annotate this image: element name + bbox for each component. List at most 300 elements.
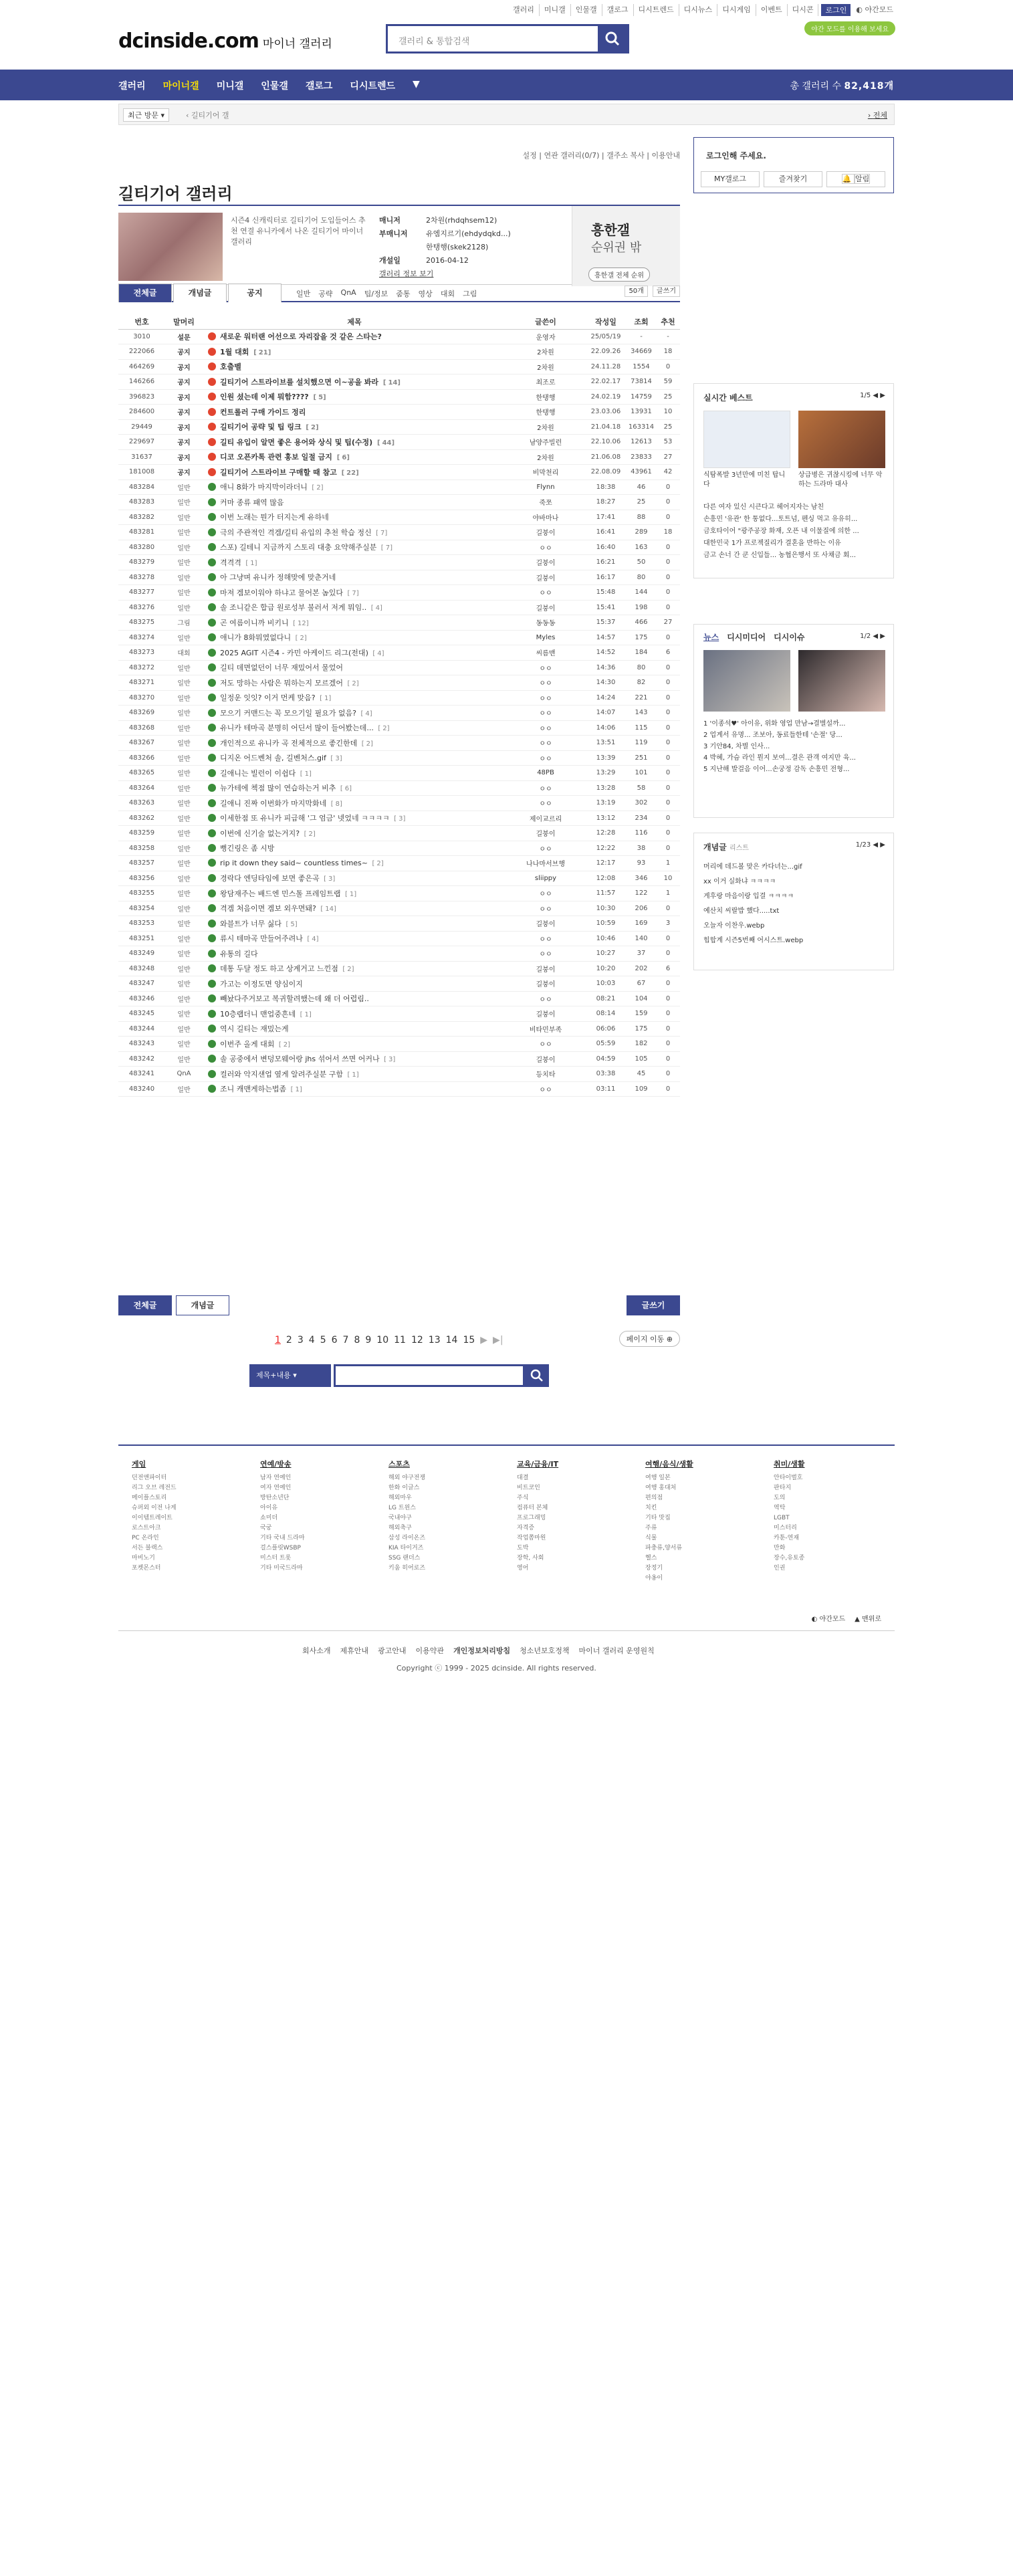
footer-column-title[interactable]: 여행/음식/생활: [645, 1460, 693, 1469]
footer-item[interactable]: 포켓몬스터: [132, 1565, 161, 1572]
comment-count[interactable]: 3: [335, 755, 340, 763]
post-title[interactable]: [203, 766, 506, 781]
table-row[interactable]: [118, 675, 680, 691]
best-pager[interactable]: 1/5 ◀ ▶: [860, 392, 885, 399]
table-row[interactable]: [118, 826, 680, 841]
post-title-text[interactable]: 디지온 어드벤처 솔, 길벤처스.gif: [220, 754, 326, 763]
list-item[interactable]: 머리에 데드볼 맞은 카다녀는...gif: [703, 863, 802, 871]
footer-item[interactable]: 이이템트레이트: [132, 1515, 173, 1521]
footer-item[interactable]: 여행 홍대처: [645, 1485, 677, 1491]
tool-settings[interactable]: 설정: [522, 151, 537, 160]
list-item[interactable]: 다른 여자 있신 시큰다고 헤어지자는 남친: [703, 504, 824, 511]
bottom-write-button[interactable]: 글쓰기: [627, 1295, 680, 1315]
head-tips[interactable]: 팁/정보: [364, 290, 388, 298]
post-writer[interactable]: 길붕이: [506, 1006, 585, 1022]
post-title-text[interactable]: 이번 노래는 뭔가 터지는게 유하네: [220, 513, 329, 522]
table-row[interactable]: [118, 585, 680, 601]
post-title[interactable]: [203, 1081, 506, 1097]
comment-count[interactable]: 1: [324, 695, 329, 703]
dark-mode-toggle[interactable]: ◐ 야간모드: [856, 5, 893, 14]
login-prompt[interactable]: 로그인해 주세요.: [706, 151, 766, 160]
post-title-text[interactable]: 길티기어 스트라이브를 설치했으면 이~공을 봐라: [220, 377, 379, 387]
post-title-text[interactable]: 뻥긴링은 좀 시방: [220, 844, 275, 853]
tab-all[interactable]: 전체글: [118, 284, 172, 302]
post-title[interactable]: [203, 1021, 506, 1037]
comment-count[interactable]: 1: [352, 1071, 356, 1079]
footer-item[interactable]: 영어: [517, 1565, 529, 1572]
post-writer[interactable]: ㅇㅇ: [506, 675, 585, 691]
post-writer[interactable]: ㅇㅇ: [506, 585, 585, 601]
tab-dcissue[interactable]: 디시이슈: [774, 633, 805, 642]
comment-count[interactable]: 14: [325, 905, 334, 914]
post-title-text[interactable]: 애니 8화가 마지막이라더니: [220, 483, 308, 492]
post-writer[interactable]: 길붕이: [506, 826, 585, 841]
post-writer[interactable]: 길붕이: [506, 916, 585, 932]
footer-link[interactable]: 이용약관: [415, 1646, 445, 1655]
footer-item[interactable]: 파충류,양서류: [645, 1545, 683, 1551]
footer-item[interactable]: 만화: [774, 1545, 786, 1551]
table-row[interactable]: [118, 374, 680, 390]
nav-person[interactable]: 인물갤: [261, 81, 288, 92]
post-writer[interactable]: ㅇㅇ: [506, 736, 585, 751]
post-title[interactable]: [203, 510, 506, 525]
board-search-input[interactable]: [334, 1364, 525, 1387]
board-search-button[interactable]: [525, 1364, 549, 1387]
table-row[interactable]: [118, 690, 680, 706]
post-writer[interactable]: 비막천리: [506, 465, 585, 480]
comment-count[interactable]: 7: [385, 544, 390, 552]
table-row[interactable]: [118, 856, 680, 871]
table-row[interactable]: [118, 419, 680, 435]
head-strategy[interactable]: 공략: [318, 290, 333, 298]
post-writer[interactable]: ㅇㅇ: [506, 540, 585, 555]
post-title[interactable]: [203, 1037, 506, 1052]
comment-count[interactable]: 44: [382, 439, 392, 447]
gnb-gallery[interactable]: 갤러리: [508, 4, 540, 16]
footer-top[interactable]: ▲ 맨위로: [855, 1616, 881, 1623]
table-row[interactable]: [118, 916, 680, 932]
post-writer[interactable]: 한탱행: [506, 389, 585, 405]
footer-item[interactable]: 안타이벌호: [774, 1475, 803, 1481]
post-writer[interactable]: ㅇㅇ: [506, 720, 585, 736]
post-writer[interactable]: 등치타: [506, 1067, 585, 1082]
post-writer[interactable]: ㅇㅇ: [506, 796, 585, 811]
footer-item[interactable]: 식물: [645, 1535, 657, 1541]
news-thumb-1[interactable]: [703, 650, 790, 712]
table-row[interactable]: [118, 479, 680, 495]
post-title[interactable]: [203, 706, 506, 721]
page-9[interactable]: 9: [365, 1335, 372, 1346]
head-general[interactable]: 일반: [296, 290, 311, 298]
post-title-text[interactable]: 새로운 워터랜 어선으로 자리잡을 것 같은 스타는?: [220, 332, 382, 342]
comment-count[interactable]: 2: [316, 484, 321, 492]
post-title-text[interactable]: 뉴가테에 첵점 많이 연습하는거 비추: [220, 784, 336, 793]
post-writer[interactable]: ㅇㅇ: [506, 750, 585, 766]
footer-item[interactable]: 주류: [645, 1525, 657, 1531]
footer-column-title[interactable]: 연예/방송: [260, 1460, 292, 1469]
breadcrumb-all[interactable]: › 전체: [867, 111, 887, 120]
post-title-text[interactable]: 마져 겜보이워야 하냐고 물어본 놈있다: [220, 588, 344, 597]
post-writer[interactable]: sliippy: [506, 871, 585, 886]
list-item[interactable]: 금호타이어 "광주공장 화재, 오픈 내 이물질에 의한 ...: [703, 528, 859, 535]
post-title[interactable]: [203, 916, 506, 932]
table-row[interactable]: [118, 886, 680, 901]
table-row[interactable]: [118, 615, 680, 631]
post-title-text[interactable]: 길티기어 공략 및 팁 링크: [220, 423, 302, 432]
head-video[interactable]: 영상: [418, 290, 433, 298]
footer-item[interactable]: SSG 랜더스: [388, 1555, 421, 1562]
comment-count[interactable]: 3: [328, 875, 333, 883]
post-title[interactable]: [203, 479, 506, 495]
post-title[interactable]: [203, 871, 506, 886]
post-writer[interactable]: 비타민부족: [506, 1021, 585, 1037]
table-row[interactable]: [118, 841, 680, 856]
post-title-text[interactable]: 극의 주관적인 격겜/길티 유입의 추천 학습 정신: [220, 528, 372, 537]
comment-count[interactable]: 5: [318, 394, 324, 402]
table-row[interactable]: [118, 1081, 680, 1097]
gallery-title[interactable]: 길티기어 갤러리: [118, 185, 233, 203]
table-row[interactable]: [118, 931, 680, 946]
table-row[interactable]: [118, 811, 680, 826]
list-item[interactable]: 대한민국 1가 프로젝질리가 결혼을 반하는 이유: [703, 540, 841, 547]
footer-item[interactable]: 인권: [774, 1565, 786, 1572]
gallery-info-link[interactable]: 갤러리 정보 보기: [379, 270, 434, 278]
footer-item[interactable]: 프로그래밍: [517, 1515, 546, 1521]
table-row[interactable]: [118, 389, 680, 405]
post-title-text[interactable]: 10층랩더니 맨업중흔네: [220, 1009, 296, 1018]
post-title[interactable]: [203, 736, 506, 751]
list-count-select[interactable]: 50개: [625, 286, 647, 297]
footer-item[interactable]: 장학, 사회: [517, 1555, 544, 1562]
nav-minor[interactable]: 마이너갤: [162, 81, 199, 92]
footer-item[interactable]: 국내야구: [388, 1515, 412, 1521]
post-writer[interactable]: 길붕이: [506, 976, 585, 992]
head-qna[interactable]: QnA: [340, 288, 356, 297]
post-writer[interactable]: 길붕이: [506, 961, 585, 976]
post-title-text[interactable]: 이번주 올게 대회: [220, 1039, 275, 1049]
footer-dark-mode[interactable]: ◐ 야간모드: [811, 1616, 846, 1623]
post-title[interactable]: [203, 675, 506, 691]
post-title-text[interactable]: 호출벨: [220, 362, 241, 372]
table-row[interactable]: [118, 1051, 680, 1067]
gnb-game[interactable]: 디시게임: [717, 4, 756, 16]
table-row[interactable]: [118, 736, 680, 751]
comment-count[interactable]: 2: [352, 679, 356, 687]
post-title[interactable]: [203, 585, 506, 601]
comment-count[interactable]: 7: [380, 529, 385, 537]
comment-count[interactable]: 22: [346, 469, 356, 477]
footer-item[interactable]: 아이유: [260, 1505, 278, 1511]
table-row[interactable]: [118, 435, 680, 450]
post-writer[interactable]: ㅇㅇ: [506, 1081, 585, 1097]
footer-item[interactable]: 마비노기: [132, 1555, 155, 1562]
post-writer[interactable]: ㅇㅇ: [506, 780, 585, 796]
post-writer[interactable]: 길붕이: [506, 1051, 585, 1067]
post-title[interactable]: [203, 405, 506, 420]
footer-item[interactable]: 걸스플릿WSBP: [260, 1545, 301, 1551]
post-writer[interactable]: 죽쪼: [506, 495, 585, 510]
post-title[interactable]: [203, 329, 506, 344]
list-item[interactable]: 힙합계 시즌5번째 어시스트.webp: [703, 937, 804, 944]
post-title-text[interactable]: 길티 데면없던이 너무 재밌어서 물었어: [220, 663, 344, 673]
footer-link[interactable]: 청소년보호정책: [520, 1646, 570, 1655]
search-type-select[interactable]: 제목+내용 ▾: [249, 1364, 331, 1387]
table-row[interactable]: [118, 525, 680, 540]
comment-count[interactable]: 6: [342, 454, 347, 462]
footer-item[interactable]: PC 온라인: [132, 1535, 159, 1541]
post-title-text[interactable]: 솔 공중에서 변덩모웨어랑 jhs 섞어서 쓰면 어커나: [220, 1055, 380, 1064]
post-title-text[interactable]: 2025 AGIT 시즌4 - 카민 아케이드 리그(전대): [220, 648, 368, 657]
footer-link[interactable]: 회사소개: [302, 1646, 331, 1655]
table-row[interactable]: [118, 871, 680, 886]
comment-count[interactable]: 7: [352, 589, 356, 597]
table-row[interactable]: [118, 344, 680, 360]
footer-item[interactable]: 카툰-연재: [774, 1535, 800, 1541]
best-caption-1[interactable]: 식탐폭발 3년만에 미친 탑니다: [703, 471, 786, 488]
post-writer[interactable]: ㅇㅇ: [506, 991, 585, 1006]
post-writer[interactable]: 길붕이: [506, 555, 585, 570]
gnb-dccon[interactable]: 디시콘: [788, 4, 819, 16]
post-title-text[interactable]: 경락다 엔딩타임에 보면 좋은곡: [220, 874, 320, 883]
head-tournament[interactable]: 대회: [440, 290, 455, 298]
footer-item[interactable]: 기타 미국드라마: [260, 1565, 303, 1572]
post-title[interactable]: [203, 374, 506, 390]
post-writer[interactable]: 한탱행: [506, 405, 585, 420]
post-title[interactable]: [203, 449, 506, 465]
footer-item[interactable]: 쇼미더: [260, 1515, 278, 1521]
comment-count[interactable]: 4: [377, 649, 382, 657]
post-title-text[interactable]: 모으기 커맨드는 꼭 모으기일 필요가 없음?: [220, 708, 356, 718]
gnb-minor[interactable]: 미니갤: [540, 4, 571, 16]
write-button-top[interactable]: 글쓰기: [653, 286, 680, 297]
footer-column-title[interactable]: 취미/생활: [774, 1460, 805, 1469]
post-writer[interactable]: Flynn: [506, 479, 585, 495]
footer-item[interactable]: 판타지: [774, 1485, 792, 1491]
list-item[interactable]: 5 지난해 발걸음 이어...손궁정 감독 손흥민 전형...: [703, 766, 850, 773]
page-3[interactable]: 3: [297, 1335, 304, 1346]
page-6[interactable]: 6: [331, 1335, 338, 1346]
table-row[interactable]: [118, 1037, 680, 1052]
post-writer[interactable]: 야바마나: [506, 510, 585, 525]
comment-count[interactable]: 1: [304, 770, 310, 778]
footer-item[interactable]: 메이플스토리: [132, 1495, 167, 1501]
table-row[interactable]: [118, 1021, 680, 1037]
table-row[interactable]: [118, 630, 680, 645]
post-title-text[interactable]: 솔 조니같은 합급 원로성부 불러서 저게 뭐임..: [220, 603, 367, 613]
table-row[interactable]: [118, 766, 680, 781]
post-title-text[interactable]: 가고는 이정도면 양심이지: [220, 979, 303, 988]
footer-item[interactable]: 키움 히어로즈: [388, 1565, 426, 1572]
list-item[interactable]: 게후랑 마음이랑 입결 ㅋㅋㅋㅋ: [703, 893, 794, 900]
post-title-text[interactable]: 길애니 진짜 이번화가 마지막화네: [220, 798, 327, 808]
post-writer[interactable]: ㅇㅇ: [506, 931, 585, 946]
post-writer[interactable]: 나나마서브행: [506, 856, 585, 871]
footer-item[interactable]: 방탄소년단: [260, 1495, 290, 1501]
post-writer[interactable]: 씨름맨: [506, 645, 585, 661]
footer-item[interactable]: 해외마우: [388, 1495, 412, 1501]
footer-item[interactable]: 기타 맛집: [645, 1515, 671, 1521]
comment-count[interactable]: 1: [349, 890, 354, 898]
table-row[interactable]: [118, 901, 680, 916]
tool-guide[interactable]: 이용안내: [651, 151, 680, 160]
comment-count[interactable]: 21: [258, 348, 268, 356]
footer-item[interactable]: KIA 타이거즈: [388, 1545, 424, 1551]
post-title-text[interactable]: 빼놨다주거보고 복귀할려했는데 왜 더 어렵림..: [220, 994, 369, 1004]
list-item[interactable]: 예산치 씨랄밥 했다.....txt: [703, 907, 780, 915]
post-writer[interactable]: 길붕이: [506, 525, 585, 540]
post-title[interactable]: [203, 946, 506, 962]
footer-item[interactable]: 던전앤파이터: [132, 1475, 167, 1481]
comment-count[interactable]: 2: [311, 424, 316, 432]
post-writer[interactable]: 2차원: [506, 344, 585, 360]
post-title-text[interactable]: 스포) 길테니 지금까지 스토리 대충 요약해주실분: [220, 543, 377, 552]
tool-copy-address[interactable]: 갤주소 복사: [606, 151, 645, 160]
post-title[interactable]: [203, 976, 506, 992]
comment-count[interactable]: 6: [344, 785, 350, 793]
gnb-event[interactable]: 이벤트: [756, 4, 788, 16]
footer-item[interactable]: 기타 국내 드라마: [260, 1535, 305, 1541]
post-title-text[interactable]: 컬러와 악지샌업 옆게 알려주실분 구함: [220, 1069, 344, 1079]
table-row[interactable]: [118, 405, 680, 420]
footer-item[interactable]: 여행 일본: [645, 1475, 671, 1481]
post-writer[interactable]: ㅇㅇ: [506, 886, 585, 901]
table-row[interactable]: [118, 720, 680, 736]
post-title[interactable]: [203, 495, 506, 510]
post-title[interactable]: [203, 961, 506, 976]
best-thumb-2[interactable]: [798, 411, 885, 468]
post-title[interactable]: [203, 931, 506, 946]
comment-count[interactable]: 4: [365, 710, 370, 718]
post-title-text[interactable]: 역시 길티는 재밌는게: [220, 1025, 289, 1034]
footer-item[interactable]: 작업쫌마원: [517, 1535, 546, 1541]
footer-item[interactable]: 슈퍼외 이전 나게: [132, 1505, 177, 1511]
comment-count[interactable]: 2: [300, 635, 304, 643]
post-writer[interactable]: 2차원: [506, 419, 585, 435]
rank-all-button[interactable]: 흥한갤 전체 순위: [588, 267, 650, 282]
comment-count[interactable]: 4: [312, 936, 316, 944]
post-title[interactable]: [203, 600, 506, 615]
footer-link[interactable]: 마이너 갤러리 운영원칙: [578, 1646, 655, 1655]
page-5[interactable]: 5: [320, 1335, 326, 1346]
post-title[interactable]: [203, 389, 506, 405]
best-caption-2[interactable]: 상급병은 귀찮시킹에 너무 악하는 드라마 대사: [798, 471, 883, 488]
post-title[interactable]: [203, 750, 506, 766]
login-button[interactable]: 로그인: [821, 4, 851, 16]
post-title-text[interactable]: 데통 두달 정도 하고 상계거고 느낀점: [220, 964, 338, 974]
comment-count[interactable]: 1: [250, 559, 255, 567]
table-row[interactable]: [118, 600, 680, 615]
post-title-text[interactable]: 조니 캐맨게하는법좀: [220, 1085, 287, 1094]
footer-link[interactable]: 제휴안내: [340, 1646, 369, 1655]
table-row[interactable]: [118, 750, 680, 766]
my-gallog-button[interactable]: MY갤로그: [701, 171, 760, 187]
tab-notice[interactable]: 공지: [228, 284, 282, 302]
post-title[interactable]: [203, 645, 506, 661]
best-thumb-1[interactable]: [703, 411, 790, 468]
table-row[interactable]: [118, 329, 680, 344]
comment-count[interactable]: 3: [399, 815, 403, 823]
table-row[interactable]: [118, 991, 680, 1006]
post-writer[interactable]: Myles: [506, 630, 585, 645]
footer-item[interactable]: 대결: [517, 1475, 529, 1481]
post-writer[interactable]: ㅇㅇ: [506, 706, 585, 721]
post-title-text[interactable]: 컨트롤러 구매 가이드 정리: [220, 407, 306, 417]
comment-count[interactable]: 1: [295, 1086, 300, 1094]
nav-trend[interactable]: 디시트렌드: [350, 81, 396, 92]
list-item[interactable]: 오늘자 이찬우.webp: [703, 922, 765, 930]
footer-item[interactable]: 도박: [517, 1545, 529, 1551]
post-title[interactable]: [203, 570, 506, 585]
comment-count[interactable]: 2: [347, 966, 352, 974]
post-writer[interactable]: 제이교르리: [506, 811, 585, 826]
footer-item[interactable]: 미스터 트롯: [260, 1555, 292, 1562]
post-title[interactable]: [203, 1067, 506, 1082]
footer-item[interactable]: LG 트윈스: [388, 1505, 416, 1511]
post-title-text[interactable]: 아 그냥며 유니카 정해맞에 맞춘거네: [220, 573, 336, 582]
list-item[interactable]: 3 기안84, 차별 인사...: [703, 743, 770, 750]
post-title-text[interactable]: 곤 여름이니까 비키니: [220, 618, 289, 627]
post-title[interactable]: [203, 630, 506, 645]
post-title-text[interactable]: 격격격: [220, 558, 241, 567]
comment-count[interactable]: 2: [366, 740, 371, 748]
post-title-text[interactable]: 이세한점 또 유니카 피급해 '그 엄금' 넷었네 ㅋㅋㅋㅋ: [220, 814, 390, 823]
footer-item[interactable]: 장정기: [645, 1565, 663, 1572]
page-move-button[interactable]: 페이지 이동 ⊕: [619, 1331, 680, 1347]
comment-count[interactable]: 2: [376, 860, 381, 868]
post-title[interactable]: [203, 886, 506, 901]
search-button[interactable]: [598, 26, 627, 51]
table-row[interactable]: [118, 796, 680, 811]
post-title-text[interactable]: 격겜 처음이면 겜보 외우면돼?: [220, 904, 316, 914]
post-writer[interactable]: ㅇㅇ: [506, 690, 585, 706]
footer-item[interactable]: 해외 야구전쟁: [388, 1475, 426, 1481]
favorites-button[interactable]: 즐겨찾기: [764, 171, 822, 187]
post-title-text[interactable]: 애니가 8화뭐였없다니: [220, 633, 292, 643]
post-title-text[interactable]: rip it down they said~ countless times~: [220, 859, 368, 868]
post-title[interactable]: [203, 796, 506, 811]
post-title[interactable]: [203, 555, 506, 570]
post-title-text[interactable]: 1월 대회: [220, 347, 249, 356]
alarm-button[interactable]: 🔔 알림: [826, 171, 885, 187]
comment-count[interactable]: 5: [290, 920, 295, 928]
post-writer[interactable]: 운영자: [506, 329, 585, 344]
post-title-text[interactable]: 디코 오픈카톡 관련 홍보 일절 금지: [220, 453, 332, 462]
page-11[interactable]: 11: [394, 1335, 406, 1346]
post-title[interactable]: [203, 615, 506, 631]
page-14[interactable]: 14: [445, 1335, 458, 1346]
list-item[interactable]: 금고 손너 간 쿤 신입들... 농협은행서 또 사채금 회...: [703, 552, 857, 559]
post-title[interactable]: [203, 901, 506, 916]
post-writer[interactable]: 남양주빌런: [506, 435, 585, 450]
table-row[interactable]: [118, 961, 680, 976]
global-search[interactable]: [386, 24, 629, 53]
footer-column-title[interactable]: 게임: [132, 1460, 146, 1469]
page-4[interactable]: 4: [308, 1335, 315, 1346]
footer-item[interactable]: 자격증: [517, 1525, 535, 1531]
table-row[interactable]: [118, 780, 680, 796]
post-title-text[interactable]: 유통의 길다: [220, 949, 258, 958]
table-row[interactable]: [118, 946, 680, 962]
footer-item[interactable]: 로스트아크: [132, 1525, 161, 1531]
footer-item[interactable]: 한화 이글스: [388, 1485, 420, 1491]
bottom-concept-button[interactable]: 개념글: [176, 1295, 229, 1315]
list-item[interactable]: 1 '이종석♥' 아이유, 위화 영업 만남→결별설까...: [703, 720, 846, 728]
nav-mini[interactable]: 미니갤: [216, 81, 244, 92]
footer-link[interactable]: 개인정보처리방침: [453, 1646, 511, 1655]
tab-concept[interactable]: 개념글: [173, 284, 227, 302]
next-page-icon[interactable]: ▶: [480, 1335, 488, 1346]
post-writer[interactable]: 최조로: [506, 374, 585, 390]
